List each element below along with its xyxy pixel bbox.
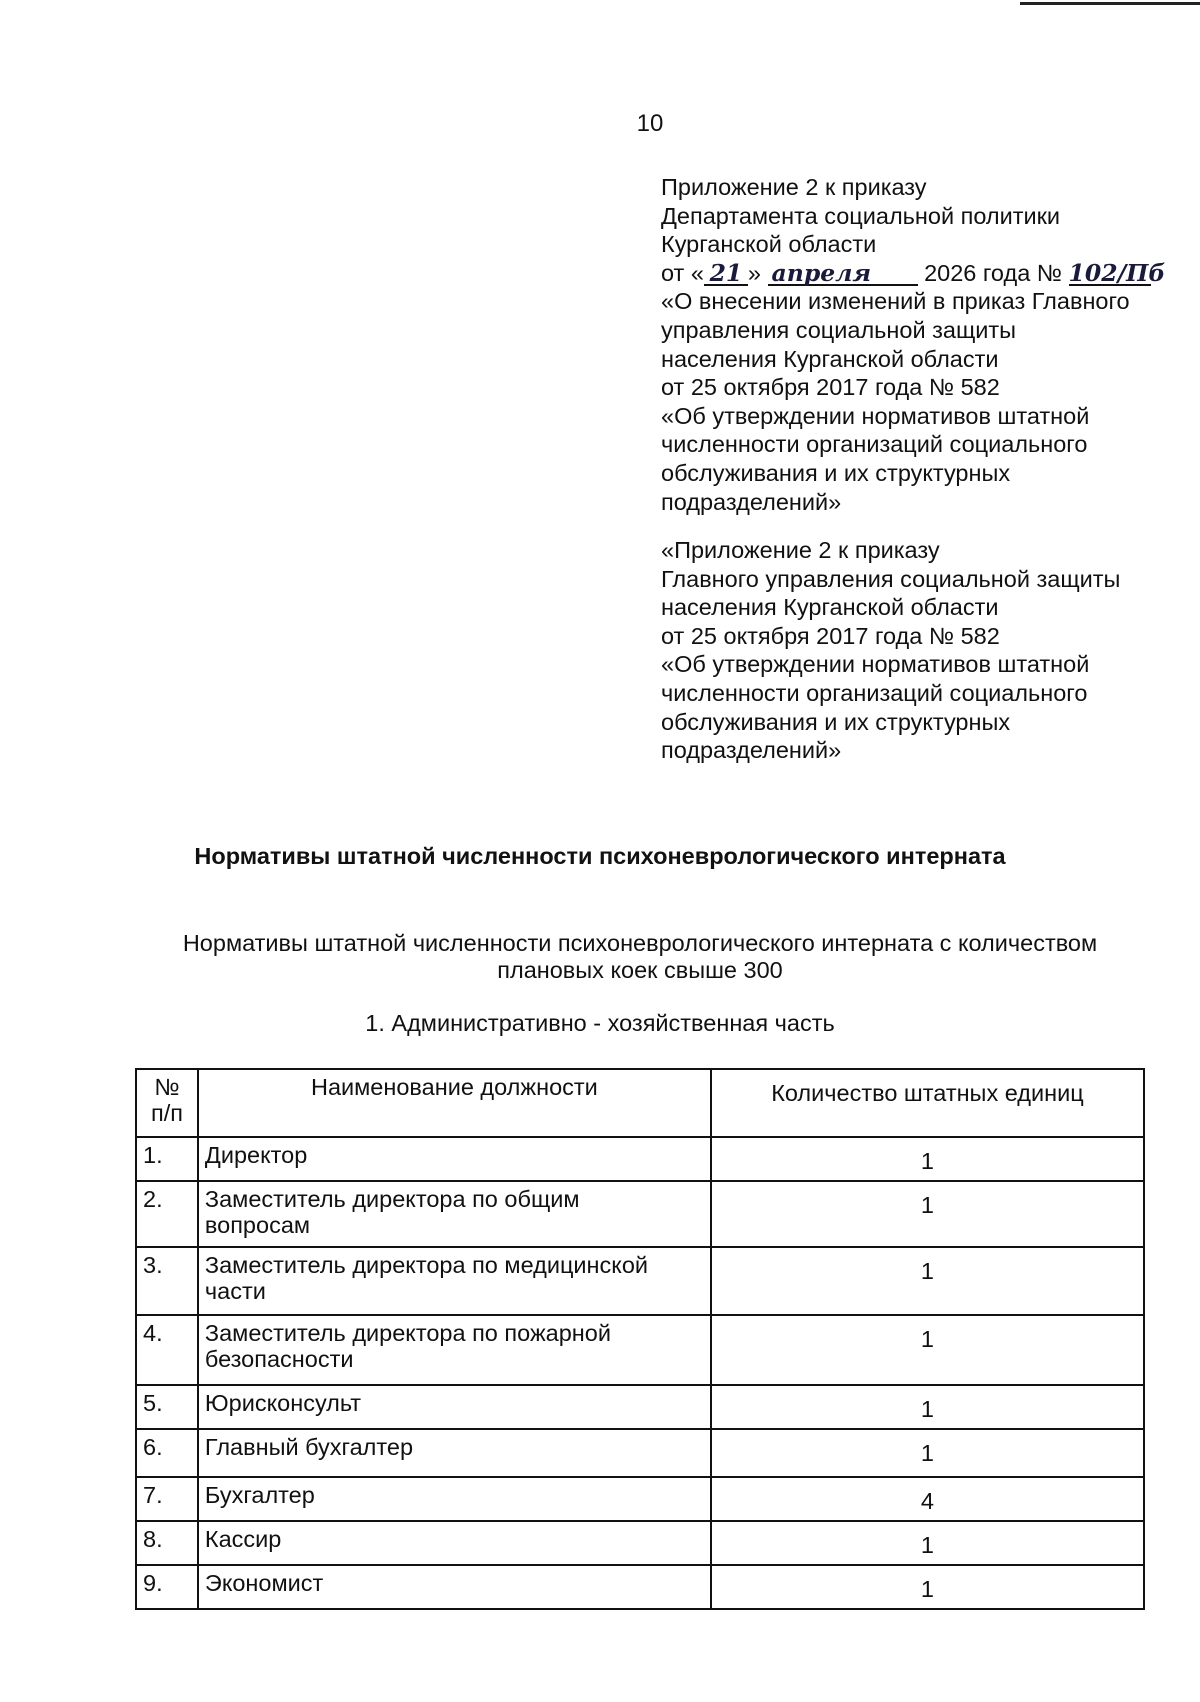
row-position: Экономист [198,1565,711,1609]
row-number: 9. [136,1565,198,1609]
header-line: Приложение 2 к приказу [661,174,927,200]
row-position: Заместитель директора по пожарной безопасности [198,1315,711,1385]
table-row [136,1181,1144,1247]
row-count: 1 [711,1181,1144,1247]
appendix-line: подразделений» [661,737,842,764]
section-heading: 1. Административно - хозяйственная часть [365,1010,835,1036]
row-count: 1 [711,1137,1144,1181]
header-line: управления социальной защиты [661,316,1017,343]
handwritten-day: 21 [704,262,748,286]
header-line: «Об утверждении нормативов штатной [661,402,1090,429]
table-row [136,1565,1144,1609]
row-number: 2. [136,1181,198,1247]
appendix-line: населения Курганской области [661,594,999,621]
header-line: численности организаций социального [661,431,1088,458]
column-header-number: № п/п [136,1069,198,1137]
row-position: Юрисконсульт [198,1385,711,1429]
handwritten-order-number: 102/Пб [1068,258,1166,287]
row-position: Кассир [198,1521,711,1565]
header-line: населения Курганской области [661,345,999,372]
document-title: Нормативы штатной численности психоневрологического интерната [194,843,1006,869]
table-row [136,1315,1144,1385]
row-position: Главный бухгалтер [198,1429,711,1477]
row-count: 1 [711,1521,1144,1565]
row-position: Заместитель директора по общим вопросам [198,1181,711,1247]
appendix-line: обслуживания и их структурных [661,708,1011,735]
appendix-line: «Приложение 2 к приказу [661,537,940,563]
table-row [136,1385,1144,1429]
table-row [136,1521,1144,1565]
column-header-count: Количество штатных единиц [711,1069,1144,1137]
row-number: 8. [136,1521,198,1565]
row-number: 6. [136,1429,198,1477]
table-row [136,1247,1144,1315]
row-count: 4 [711,1477,1144,1521]
column-header-position: Наименование должности [198,1069,711,1137]
appendix-line: численности организаций социального [661,679,1088,706]
row-count: 1 [711,1385,1144,1429]
header-line: обслуживания и их структурных [661,459,1011,486]
row-number: 3. [136,1247,198,1315]
subtitle-line: плановых коек свыше 300 [497,957,783,983]
scan-top-edge-line [1020,2,1200,5]
row-number: 7. [136,1477,198,1521]
appendix-line: Главного управления социальной защиты [661,565,1121,592]
document-subtitle [160,930,1120,984]
approval-header-block [661,173,1181,516]
row-position: Заместитель директора по медицинской части [198,1247,711,1315]
staff-table [135,1068,1145,1610]
appendix-line: «Об утверждении нормативов штатной [661,651,1090,678]
appendix-reference-block [661,536,1181,765]
date-year-text: 2026 года № [924,259,1062,286]
handwritten-month: апреля [768,262,918,286]
header-line: Курганской области [661,231,877,258]
date-mid: » [747,259,761,286]
header-line: Департамента социальной политики [661,202,1061,229]
table-row [136,1137,1144,1181]
header-line: подразделений» [661,488,842,515]
row-number: 1. [136,1137,198,1181]
row-count: 1 [711,1247,1144,1315]
row-position: Директор [198,1137,711,1181]
order-date-line [661,259,1181,288]
table-row [136,1429,1144,1477]
row-number: 4. [136,1315,198,1385]
page-number: 10 [636,110,664,137]
table-row [136,1477,1144,1521]
date-prefix: от « [661,259,704,286]
row-number: 5. [136,1385,198,1429]
header-line: от 25 октября 2017 года № 582 [661,374,1000,401]
row-count: 1 [711,1315,1144,1385]
header-line: «О внесении изменений в приказ Главного [661,288,1130,315]
row-position: Бухгалтер [198,1477,711,1521]
row-count: 1 [711,1565,1144,1609]
row-count: 1 [711,1429,1144,1477]
table-header-row [136,1069,1144,1137]
subtitle-line: Нормативы штатной численности психоневрологического интерната с количеством [182,930,1098,956]
appendix-line: от 25 октября 2017 года № 582 [661,622,1000,649]
